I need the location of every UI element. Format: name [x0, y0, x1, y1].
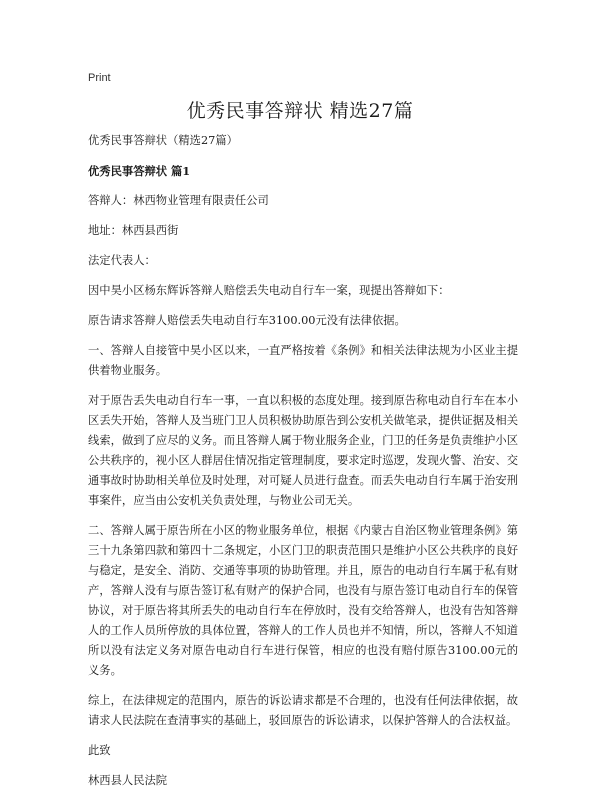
salutation-line: 此致 — [88, 744, 111, 757]
address-line: 地址：林西县西街 — [88, 224, 179, 237]
court-name-line: 林西县人民法院 — [88, 774, 168, 787]
respondent-line: 答辩人：林西物业管理有限责任公司 — [88, 194, 269, 207]
claim-paragraph: 原告请求答辩人赔偿丢失电动自行车3100.00元没有法律依据。 — [88, 314, 406, 327]
print-link[interactable]: Print — [88, 72, 111, 84]
point-two-paragraph: 二、答辩人属于原告所在小区的物业服务单位，根据《内蒙古自治区物业管理条例》第三十九条第四款和第四十二条规定，小区门卫的职责范围只是维护小区公共秩序的良好与稳定，是安全、消防、交通等事项的协助管理。并且，原告的电动自行车属于私有财产，答辩人没有与原告签订私有财产的保护合同，也没有与原告签订电动自行车的保管协议，对于原告将其所丢失的电动自行车在停放时，没有交给答辩人，也没有告知答辩人的工作人员所停放的具体位置，答辩人的工作人员也并不知情，所以，答辩人不知道所以没有法定义务对原告电动自行车进行保管，相应的也没有赔付原告3100.00元的义务。 — [88, 524, 518, 677]
handling-paragraph: 对于原告丢失电动自行车一事，一直以积极的态度处理。接到原告称电动自行车在本小区丢失开始，答辩人及当班门卫人员积极协助原告到公安机关做笔录，提供证据及相关线索，做到了应尽的义务。而且答辩人属于物业服务企业，门卫的任务是负责维护小区公共秩序的，视小区人群居住情况指定管理制度，要求定时巡逻，发现火警、治安、交通事故时协助相关单位及时处理，对可疑人员进行盘查。而丢失电动自行车属于治安刑事案件，应当由公安机关负责处理，与物业公司无关。 — [88, 394, 518, 507]
point-one-paragraph: 一、答辩人自接管中昊小区以来，一直严格按着《条例》和相关法律法规为小区业主提供着物业服务。 — [88, 344, 518, 377]
case-intro-paragraph: 因中昊小区杨东辉诉答辩人赔偿丢失电动自行车一案，现提出答辩如下： — [88, 284, 450, 297]
legal-representative-line: 法定代表人： — [88, 254, 156, 267]
document-subtitle: 优秀民事答辩状（精选27篇） — [88, 134, 238, 147]
document-title: 优秀民事答辩状 精选27篇 — [186, 100, 414, 122]
document-body — [88, 131, 518, 801]
section-heading: 优秀民事答辩状 篇1 — [88, 164, 191, 178]
conclusion-paragraph: 综上，在法律规定的范围内，原告的诉讼请求都是不合理的，也没有任何法律依据，故请求人民法院在查清事实的基础上，驳回原告的诉讼请求，以保护答辩人的合法权益。 — [88, 694, 518, 727]
